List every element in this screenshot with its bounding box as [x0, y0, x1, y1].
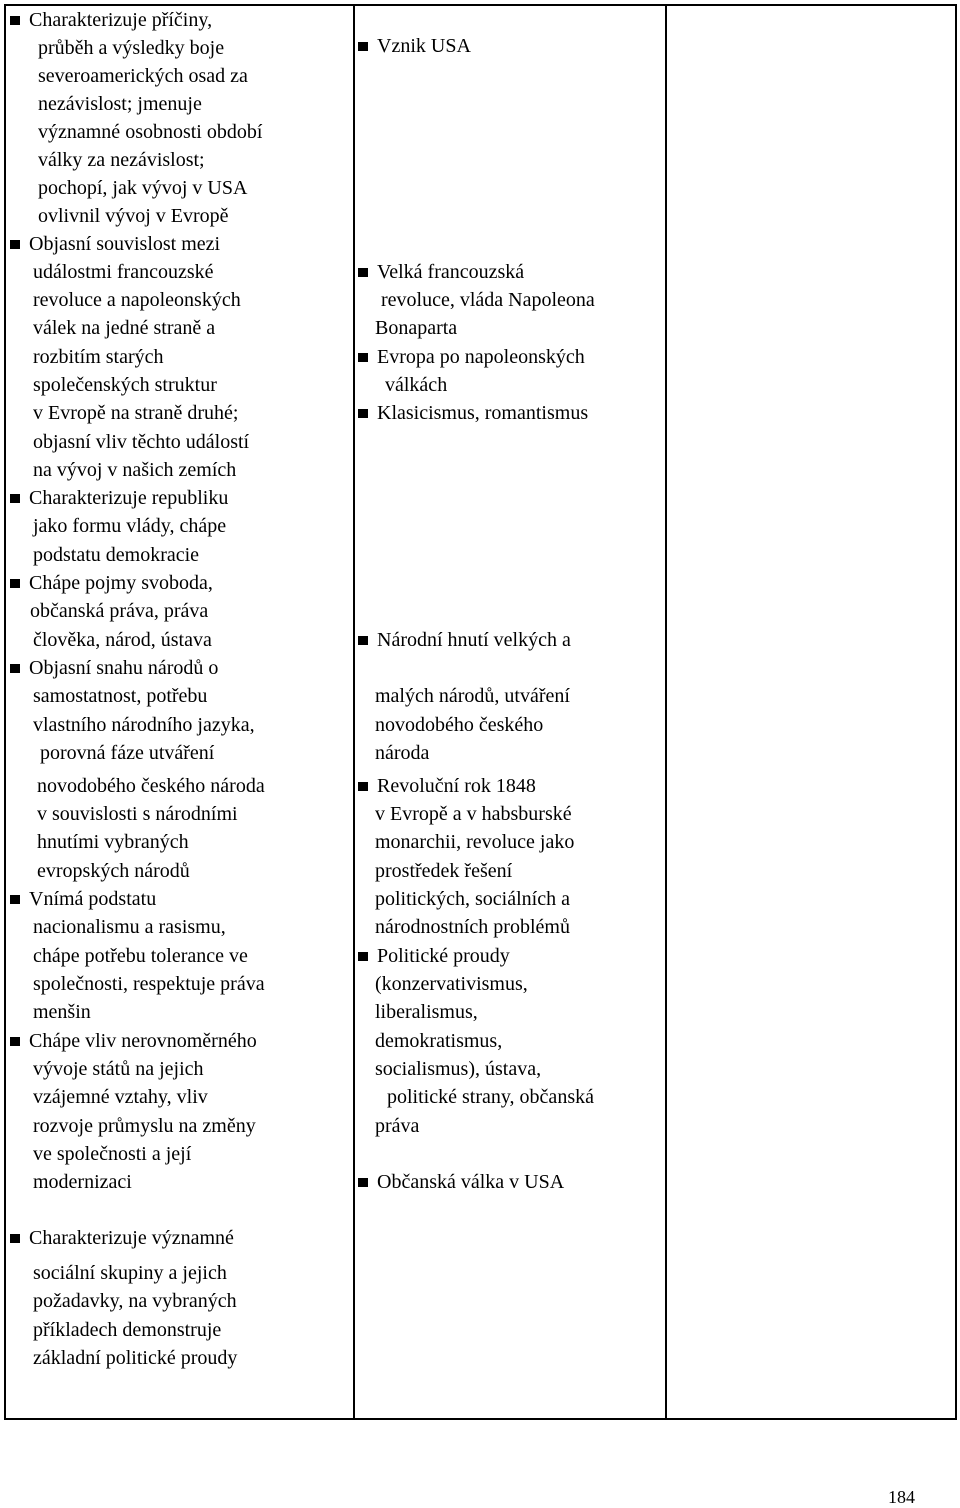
bullet-icon: [10, 494, 20, 503]
content-line: monarchii, revoluce jako: [375, 831, 575, 853]
bullet-icon: [358, 1178, 368, 1187]
bullet-icon: [10, 579, 20, 588]
outcome-line: příkladech demonstruje: [33, 1319, 222, 1341]
outcome-line: vývoje států na jejich: [33, 1058, 204, 1080]
outcome-line: samostatnost, potřebu: [33, 685, 208, 707]
outcome-line: novodobého českého národa: [37, 775, 265, 797]
outcome-line: občanská práva, práva: [30, 600, 209, 622]
outcome-line: Objasní souvislost mezi: [10, 230, 220, 258]
outcome-line: revoluce a napoleonských: [33, 289, 241, 311]
content-line: národnostních problémů: [375, 916, 570, 938]
content-line: Evropa po napoleonských: [358, 343, 585, 371]
content-line: práva: [375, 1115, 420, 1137]
outcome-line: pochopí, jak vývoj v USA: [38, 177, 248, 199]
outcome-line: společenských struktur: [33, 374, 217, 396]
content-line: demokratismus,: [375, 1030, 503, 1052]
outcome-line: nacionalismu a rasismu,: [33, 916, 226, 938]
outcome-line: Charakterizuje příčiny,: [10, 6, 212, 34]
outcome-line: porovná fáze utváření: [40, 742, 215, 764]
content-line: malých národů, utváření: [375, 685, 570, 707]
outcome-line: základní politické proudy: [33, 1347, 238, 1369]
outcome-line: událostmi francouzské: [33, 261, 214, 283]
content-line: politické strany, občanská: [387, 1086, 594, 1108]
content-line: Revoluční rok 1848: [358, 772, 536, 800]
outcome-line: podstatu demokracie: [33, 544, 200, 566]
outcome-line: sociální skupiny a jejich: [33, 1262, 227, 1284]
content-line: Bonaparta: [375, 317, 458, 339]
content-line: liberalismus,: [375, 1001, 478, 1023]
outcome-line: evropských národů: [37, 860, 190, 882]
bullet-icon: [358, 353, 368, 362]
outcome-line: Objasní snahu národů o: [10, 654, 218, 682]
content-line: revoluce, vláda Napoleona: [381, 289, 595, 311]
content-line: prostředek řešení: [375, 860, 513, 882]
outcome-line: války za nezávislost;: [38, 149, 205, 171]
outcome-line: v souvislosti s národními: [37, 803, 238, 825]
outcome-line: vzájemné vztahy, vliv: [33, 1086, 208, 1108]
outcome-line: rozbitím starých: [33, 346, 164, 368]
outcome-line: rozvoje průmyslu na změny: [33, 1115, 256, 1137]
content-line: Občanská válka v USA: [358, 1168, 564, 1196]
outcome-line: objasní vliv těchto událostí: [33, 431, 250, 453]
bullet-icon: [358, 782, 368, 791]
column-divider: [665, 4, 667, 1420]
outcome-line: ve společnosti a její: [33, 1143, 192, 1165]
column-divider: [353, 4, 355, 1420]
bullet-icon: [10, 16, 20, 25]
outcome-line: Vnímá podstatu: [10, 885, 156, 913]
bullet-icon: [10, 1037, 20, 1046]
outcome-line: v Evropě na straně druhé;: [33, 402, 239, 424]
content-line: Politické proudy: [358, 942, 510, 970]
bullet-icon: [358, 42, 368, 51]
bullet-icon: [358, 268, 368, 277]
outcome-line: člověka, národ, ústava: [33, 629, 212, 651]
bullet-icon: [358, 636, 368, 645]
outcome-line: na vývoj v našich zemích: [33, 459, 237, 481]
content-line: Velká francouzská: [358, 258, 524, 286]
content-line: (konzervativismus,: [375, 973, 528, 995]
outcome-line: menšin: [33, 1001, 91, 1023]
content-line: novodobého českého: [375, 714, 544, 736]
outcome-line: hnutími vybraných: [37, 831, 189, 853]
content-line: válkách: [385, 374, 448, 396]
outcome-line: Charakterizuje významné: [10, 1224, 234, 1252]
content-line: Klasicismus, romantismus: [358, 399, 588, 427]
outcome-line: chápe potřebu tolerance ve: [33, 945, 248, 967]
outcome-line: Charakterizuje republiku: [10, 484, 228, 512]
outcome-line: jako formu vlády, chápe: [33, 515, 227, 537]
outcome-line: severoamerických osad za: [38, 65, 248, 87]
content-line: socialismus), ústava,: [375, 1058, 542, 1080]
content-line: Vznik USA: [358, 32, 471, 60]
outcome-line: průběh a výsledky boje: [38, 37, 225, 59]
outcome-line: modernizaci: [33, 1171, 132, 1193]
outcome-line: vlastního národního jazyka,: [33, 714, 255, 736]
bullet-icon: [10, 1234, 20, 1243]
outcome-line: významné osobnosti období: [38, 121, 263, 143]
bullet-icon: [10, 240, 20, 249]
outcome-line: ovlivnil vývoj v Evropě: [38, 205, 229, 227]
outcome-line: společnosti, respektuje práva: [33, 973, 265, 995]
page-number: 184: [888, 1487, 915, 1507]
outcome-line: požadavky, na vybraných: [33, 1290, 237, 1312]
content-line: národa: [375, 742, 430, 764]
outcome-line: Chápe pojmy svoboda,: [10, 569, 213, 597]
content-line: politických, sociálních a: [375, 888, 570, 910]
bullet-icon: [358, 952, 368, 961]
content-line: Národní hnutí velkých a: [358, 626, 571, 654]
bullet-icon: [10, 895, 20, 904]
bullet-icon: [358, 409, 368, 418]
content-line: v Evropě a v habsburské: [375, 803, 572, 825]
outcome-line: válek na jedné straně a: [33, 317, 216, 339]
outcome-line: nezávislost; jmenuje: [38, 93, 202, 115]
bullet-icon: [10, 664, 20, 673]
outcome-line: Chápe vliv nerovnoměrného: [10, 1027, 257, 1055]
